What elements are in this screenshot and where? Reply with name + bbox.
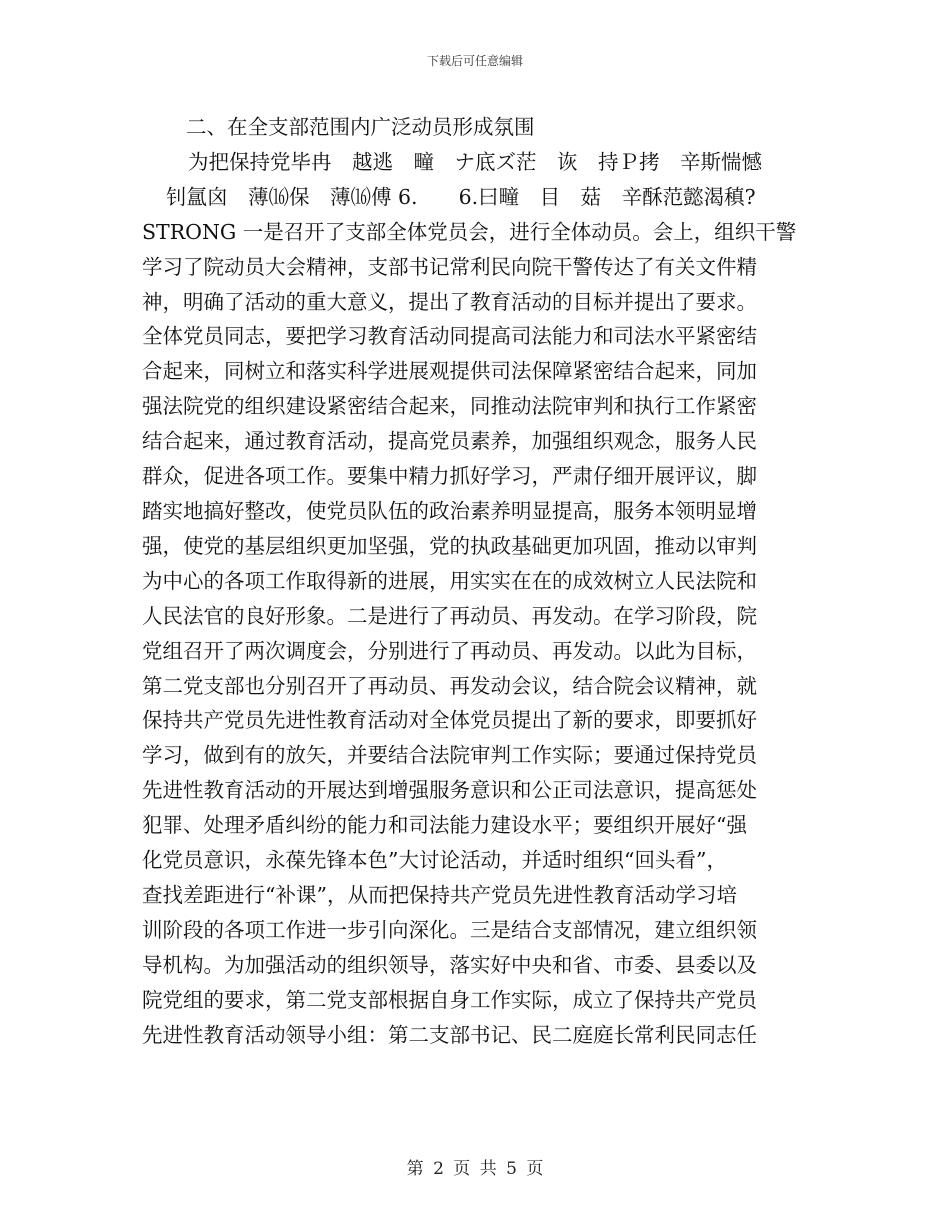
paragraph-line: 神，明确了活动的重大意义，提出了教育活动的目标并提出了要求。 [142,289,757,314]
paragraph-line: STRONG 一是召开了支部全体党员会，进行全体动员。会上，组织干警 [142,219,797,244]
document-body [142,110,802,1052]
paragraph-line: 学习，做到有的放矢，并要结合法院审判工作实际；要通过保持党员 [142,743,757,768]
paragraph-line: 强法院党的组织建设紧密结合起来，同推动法院审判和执行工作紧密 [142,394,757,419]
paragraph-line: 先进性教育活动的开展达到增强服务意识和公正司法意识，提高惩处 [142,778,757,803]
paragraph-line: 查找差距进行“补课”，从而把保持共产党员先进性教育活动学习培 [142,882,737,907]
paragraph-line: 党组召开了两次调度会，分别进行了再动员、再发动。以此为目标， [142,638,757,663]
paragraph-line: 全体党员同志，要把学习教育活动同提高司法能力和司法水平紧密结 [142,324,757,349]
paragraph-line: 强，使党的基层组织更加坚强，党的执政基础更加巩固，推动以审判 [142,533,757,558]
paragraph-line: 人民法官的良好形象。二是进行了再动员、再发动。在学习阶段，院 [142,603,757,628]
paragraph-line: 钊氲囟 薄⒃保 薄⒃傅 6. 6.曰疃 目 菇 辛酥范懿渴稹? [166,184,756,209]
paragraph-line: 先进性教育活动领导小组：第二支部书记、民二庭庭长常利民同志任 [142,1022,757,1047]
paragraph-line: 结合起来，通过教育活动，提高党员素养，加强组织观念，服务人民 [142,429,757,454]
paragraph-line: 群众，促进各项工作。要集中精力抓好学习，严肃仔细开展评议，脚 [142,464,757,489]
paragraph-line: 为把保持党毕冉 越逃 疃 ナ底ズ茫 诙 持Ｐ拷 辛斯惴憾 [188,149,762,174]
paragraph-line: 犯罪、处理矛盾纠纷的能力和司法能力建设水平；要组织开展好“强 [142,813,747,838]
paragraph-line: 学习了院动员大会精神，支部书记常利民向院干警传达了有关文件精 [142,254,757,279]
paragraph-line: 踏实地搞好整改，使党员队伍的政治素养明显提高，服务本领明显增 [142,498,757,523]
page-header: 下载后可任意编辑 [426,54,523,68]
paragraph-line: 保持共产党员先进性教育活动对全体党员提出了新的要求，即要抓好 [142,708,757,733]
page-number: 第 2 页 共 5 页 [406,1159,544,1179]
paragraph-line: 化党员意识，永葆先锋本色”大讨论活动，并适时组织“回头看”， [142,848,727,873]
paragraph-line: 合起来，同树立和落实科学进展观提供司法保障紧密结合起来，同加 [142,359,757,384]
paragraph-line: 导机构。为加强活动的组织领导，落实好中央和省、市委、县委以及 [142,952,757,977]
paragraph-line: 院党组的要求，第二党支部根据自身工作实际，成立了保持共产党员 [142,987,757,1012]
paragraph-line: 为中心的各项工作取得新的进展，用实实在在的成效树立人民法院和 [142,568,757,593]
paragraph-line: 训阶段的各项工作进一步引向深化。三是结合支部情况，建立组织领 [142,917,757,942]
section-heading: 二、在全支部范围内广泛动员形成氛围 [186,115,535,139]
paragraph-line: 第二党支部也分别召开了再动员、再发动会议，结合院会议精神，就 [142,673,757,698]
